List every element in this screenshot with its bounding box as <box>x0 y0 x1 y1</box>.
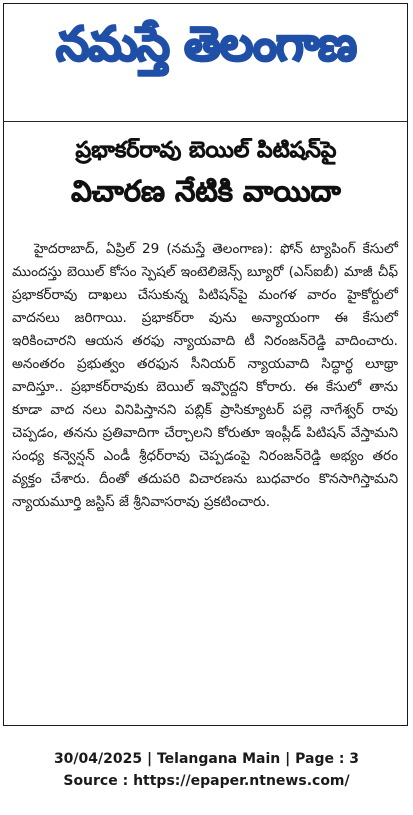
clipping-footer <box>0 748 413 792</box>
article-paragraph: హైదరాబాద్‌, ఏప్రిల్‌ 29 (నమస్తే తెలంగాణ): ఫోన్‌ ట్యాపింగ్‌ కేసులో ముందస్తు బెయిల్‌ కోసం స్పెషల్‌ ఇంటెలిజెన్స్‌ బ్యూరో (ఎస్‌ఐబీ) మాజీ చీఫ్‌ ప్రభాకర్‌రావు దాఖలు చేసుకున్న పిటిషన్‌పై మంగళ వారం హైకోర్టులో వాదనలు జరిగాయి. ప్రభాకర్‌రా వును అన్యాయంగా ఈ కేసులో ఇరికించారని ఆయన తరఫు న్యాయవాది టీ నిరంజన్‌రెడ్డి వాదించారు. అనంతరం ప్రభుత్వం తరఫున సీనియర్‌ న్యాయవాది సిద్ధార్థ లూథ్రా వాదిస్తూ.. ప్రభాకర్‌రావుకు బెయిల్‌ ఇవ్వొద్దని కోరారు. ఈ కేసులో తాను కూడా వాద నలు వినిపిస్తానని పబ్లిక్‌ ప్రాసిక్యూటర్‌ పల్లె నాగేశ్వర్‌ రావు చెప్పడం, తనను ప్రతివాదిగా చేర్చాలని కోరుతూ ఇంప్లీడ్‌ పిటిషన్‌ వేస్తామని సంధ్య కన్వెన్షన్‌ ఎండీ శ్రీధర్‌రావు చెప్పడంపై నిరంజన్‌రెడ్డి అభ్యం తరం వ్యక్తం చేశారు. దీంతో తదుపరి విచారణను బుధవారం కొనసాగిస్తామని న్యాయమూర్తి జస్టిస్‌ జే శ్రీనివాసరావు ప్రకటించారు. <box>12 241 398 510</box>
masthead-divider <box>4 121 407 122</box>
masthead-title: నమస్తే తెలంగాణ <box>56 16 356 72</box>
footer-source: Source : https://epaper.ntnews.com/ <box>63 773 350 789</box>
headline-line-1: ప్రభాకర్‌రావు బెయిల్‌ పిటిషన్‌పై <box>75 138 337 163</box>
newspaper-masthead <box>6 4 406 84</box>
footer-edition-info: 30/04/2025 | Telangana Main | Page : 3 <box>53 751 360 767</box>
headline-line-2: విచారణ నేటికి వాయిదా <box>71 174 341 209</box>
article-headline <box>6 138 406 209</box>
article-body <box>12 238 398 514</box>
